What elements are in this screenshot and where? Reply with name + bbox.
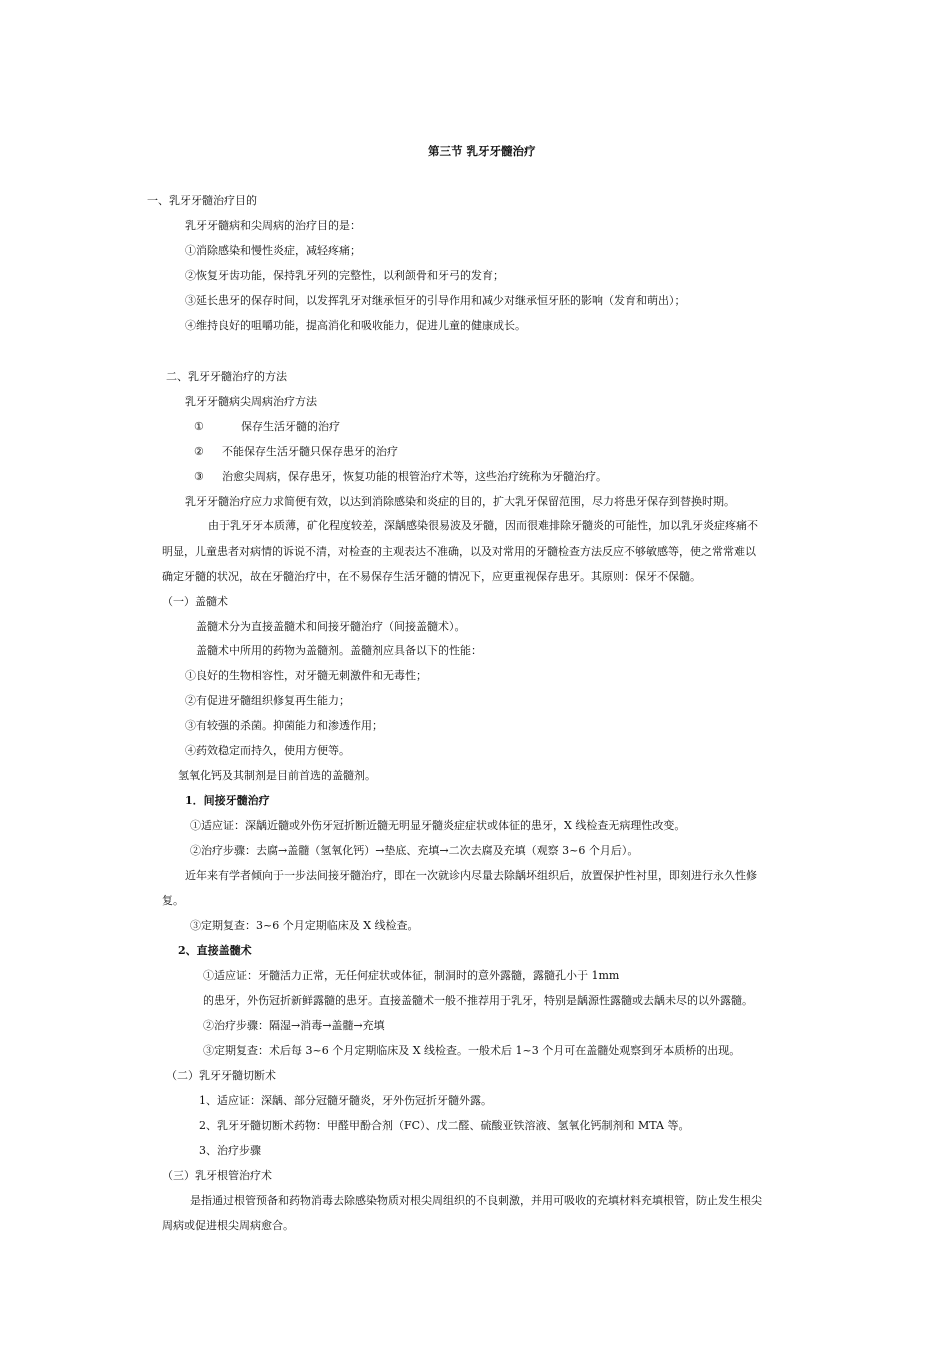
paragraph: 氢氧化钙及其制剂是目前首选的盖髓剂。 — [178, 769, 376, 782]
subsection-1-heading: （一）盖髓术 — [162, 595, 228, 608]
direct-heading: 2、直接盖髓术 — [178, 944, 252, 957]
section-1-heading: 一、乳牙牙髓治疗目的 — [147, 194, 257, 207]
paragraph-line: 明显，儿童患者对病情的诉说不清，对检查的主观表达不准确，以及对常用的牙髓检查方法反应不够敏感等，使之常常难以 — [162, 545, 756, 558]
indirect-heading: 1．间接牙髓治疗 — [185, 794, 270, 807]
method-text: 治愈尖周病，保存患牙，恢复功能的根管治疗术等，这些治疗统称为牙髓治疗。 — [222, 470, 607, 483]
purpose-item: ①消除感染和慢性炎症，减轻疼痛； — [185, 244, 361, 257]
paragraph-line: 确定牙髓的状况，故在牙髓治疗中，在不易保存生活牙髓的情况下，应更重视保存患牙。其原则：保牙不保髓。 — [162, 570, 701, 583]
section-2-heading: 二、乳牙牙髓治疗的方法 — [166, 370, 287, 383]
method-text: 不能保存生活牙髓只保存患牙的治疗 — [222, 445, 398, 458]
paragraph-line: 复。 — [162, 894, 184, 907]
paragraph: 乳牙牙髓治疗应力求简便有效，以达到消除感染和炎症的目的，扩大乳牙保留范围，尽力将患牙保存到替换时期。 — [185, 495, 735, 508]
property-item: ③有较强的杀菌。抑菌能力和渗透作用； — [185, 719, 383, 732]
pulpotomy-item: 1、适应证：深龋、部分冠髓牙髓炎，牙外伤冠折牙髓外露。 — [199, 1094, 492, 1107]
paragraph-line: 是指通过根管预备和药物消毒去除感染物质对根尖周组织的不良刺激，并用可吸收的充填材料充填根管，防止发生根尖 — [190, 1194, 762, 1207]
direct-steps: ②治疗步骤：隔湿→消毒→盖髓→充填 — [203, 1019, 385, 1032]
pulpotomy-item: 3、治疗步骤 — [199, 1144, 261, 1157]
section-1-intro: 乳牙牙髓病和尖周病的治疗目的是： — [185, 219, 361, 232]
method-text: 保存生活牙髓的治疗 — [241, 420, 340, 433]
method-number: ③ — [194, 470, 204, 483]
indirect-steps: ②治疗步骤：去腐→盖髓（氢氧化钙）→垫底、充填→二次去腐及充填（观察 3~6 个月后）。 — [190, 844, 639, 857]
paragraph: 盖髓术中所用的药物为盖髓剂。盖髓剂应具备以下的性能： — [196, 644, 482, 657]
property-item: ④药效稳定而持久，使用方便等。 — [185, 744, 350, 757]
purpose-item: ④维持良好的咀嚼功能，提高消化和吸收能力，促进儿童的健康成长。 — [185, 319, 526, 332]
indirect-indication: ①适应证：深龋近髓或外伤牙冠折断近髓无明显牙髓炎症症状或体征的患牙，X 线检查无病理性改变。 — [190, 819, 686, 832]
paragraph-line: 由于乳牙牙本质薄，矿化程度较差，深龋感染很易波及牙髓，因而很难排除牙髓炎的可能性，加以乳牙炎症疼痛不 — [208, 519, 758, 532]
paragraph-line: 近年来有学者倾向于一步法间接牙髓治疗，即在一次就诊内尽量去除龋坏组织后，放置保护性衬里，即刻进行永久性修 — [185, 869, 757, 882]
property-item: ①良好的生物相容性，对牙髓无刺激件和无毒性； — [185, 669, 427, 682]
purpose-item: ③延长患牙的保存时间，以发挥乳牙对继承恒牙的引导作用和减少对继承恒牙胚的影响（发育和萌出）； — [185, 294, 686, 307]
pulpotomy-item: 2、乳牙牙髓切断术药物：甲醛甲酚合剂（FC）、戊二醛、硫酸亚铁溶液、氢氧化钙制剂和 MTA 等。 — [199, 1119, 690, 1132]
direct-indication: 的患牙，外伤冠折新鲜露髓的患牙。直接盖髓术一般不推荐用于乳牙，特别是龋源性露髓或去龋未尽的以外露髓。 — [203, 994, 753, 1007]
section-2-intro: 乳牙牙髓病尖周病治疗方法 — [185, 395, 317, 408]
property-item: ②有促进牙髓组织修复再生能力； — [185, 694, 350, 707]
indirect-review: ③定期复查：3~6 个月定期临床及 X 线检查。 — [190, 919, 419, 932]
page-title: 第三节 乳牙牙髓治疗 — [428, 144, 536, 158]
paragraph-line: 周病或促进根尖周病愈合。 — [162, 1219, 294, 1232]
direct-indication: ①适应证：牙髓活力正常，无任何症状或体征，制洞时的意外露髓，露髓孔小于 1mm — [203, 969, 620, 982]
subsection-2-heading: （二）乳牙牙髓切断术 — [166, 1069, 276, 1082]
subsection-3-heading: （三）乳牙根管治疗术 — [162, 1169, 272, 1182]
paragraph: 盖髓术分为直接盖髓术和间接牙髓治疗（间接盖髓术）。 — [196, 620, 466, 633]
method-number: ① — [194, 420, 204, 433]
method-number: ② — [194, 445, 204, 458]
direct-review: ③定期复查：术后每 3~6 个月定期临床及 X 线检查。一般术后 1~3 个月可在盖髓处观察到牙本质桥的出现。 — [203, 1044, 741, 1057]
purpose-item: ②恢复牙齿功能，保持乳牙列的完整性，以利颌骨和牙弓的发育； — [185, 269, 504, 282]
